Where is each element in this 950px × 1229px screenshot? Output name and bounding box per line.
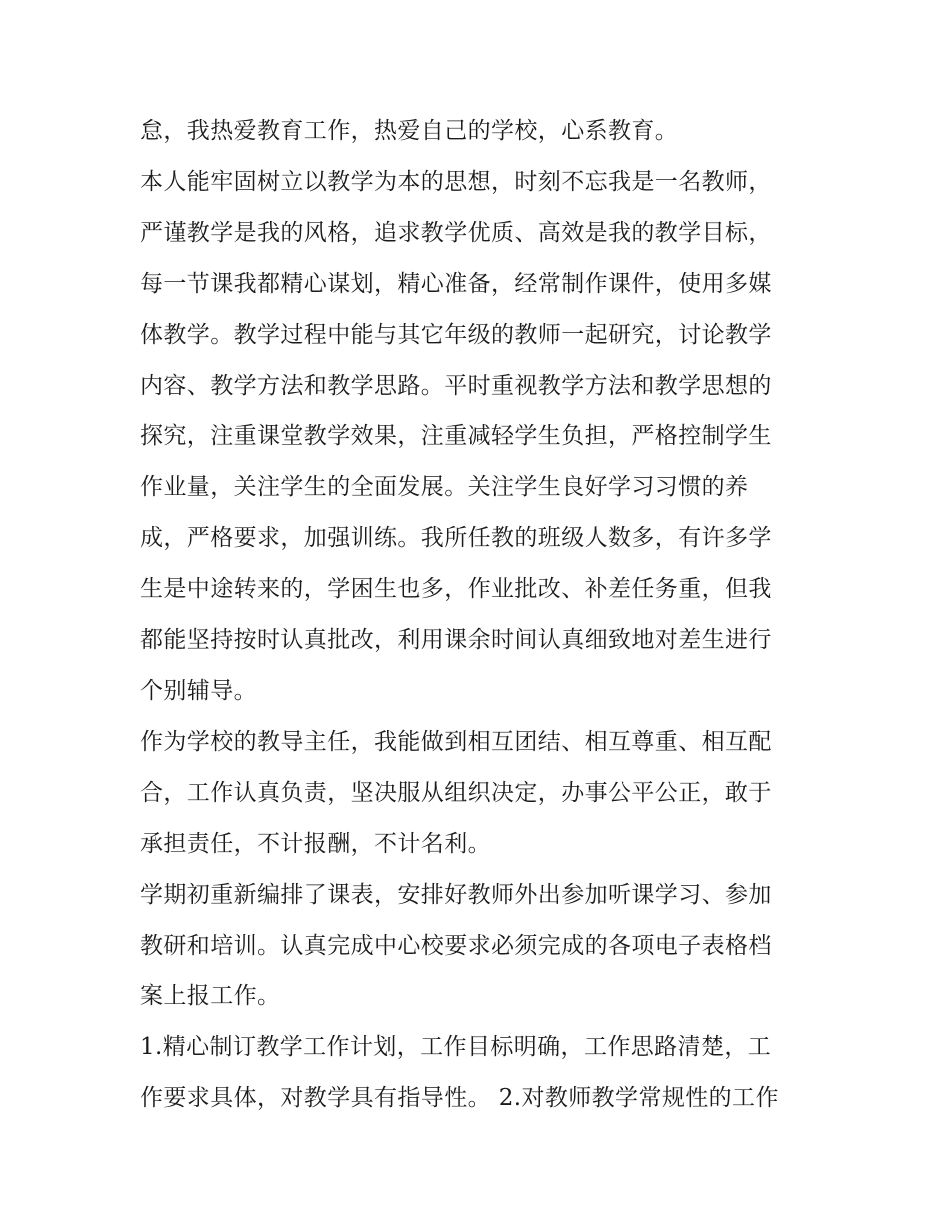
- text-line: 都能坚持按时认真批改，利用课余时间认真细致地对差生进行: [140, 627, 772, 654]
- text-line: 作为学校的教导主任，我能做到相互团结、相互尊重、相互配: [140, 728, 772, 755]
- text-line: 个别辅导。: [140, 677, 257, 704]
- text-line: 承担责任，不计报酬，不计名利。: [140, 830, 491, 857]
- text-line: 每一节课我都精心谋划，精心准备，经常制作课件，使用多媒: [140, 270, 772, 297]
- document-body: [140, 106, 820, 1124]
- text-line: 合，工作认真负责，坚决服从组织决定，办事公平公正，敢于: [140, 779, 772, 806]
- text-line: 学期初重新编排了课表，安排好教师外出参加听课学习、参加: [140, 881, 772, 908]
- text-line: 案上报工作。: [140, 983, 281, 1010]
- text-line: 1.精心制订教学工作计划，工作目标明确，工作思路清楚，工: [140, 1034, 772, 1061]
- paragraph-5: [140, 1022, 820, 1124]
- text-line: 本人能牢固树立以教学为本的思想，时刻不忘我是一名教师，: [140, 168, 772, 195]
- text-line: 教研和培训。认真完成中心校要求必须完成的各项电子表格档: [140, 932, 772, 959]
- text-line: 作要求具体，对教学具有指导性。 2.对教师教学常规性的工作: [140, 1085, 779, 1112]
- text-line: 体教学。教学过程中能与其它年级的教师一起研究，讨论教学: [140, 321, 772, 348]
- text-line: 内容、教学方法和教学思路。平时重视教学方法和教学思想的: [140, 372, 772, 399]
- paragraph-2: [140, 157, 820, 717]
- text-line: 探究，注重课堂教学效果，注重减轻学生负担，严格控制学生: [140, 423, 772, 450]
- paragraph-3: [140, 717, 820, 870]
- text-line: 怠，我热爱教育工作，热爱自己的学校，心系教育。: [140, 118, 679, 144]
- text-line: 严谨教学是我的风格，追求教学优质、高效是我的教学目标，: [140, 219, 772, 246]
- text-line: 成，严格要求，加强训练。我所任教的班级人数多，有许多学: [140, 525, 772, 552]
- text-line: 作业量，关注学生的全面发展。关注学生良好学习习惯的养: [140, 474, 749, 501]
- text-line: 生是中途转来的，学困生也多，作业批改、补差任务重，但我: [140, 576, 772, 603]
- paragraph-4: [140, 870, 820, 1023]
- paragraph-1: [140, 106, 820, 157]
